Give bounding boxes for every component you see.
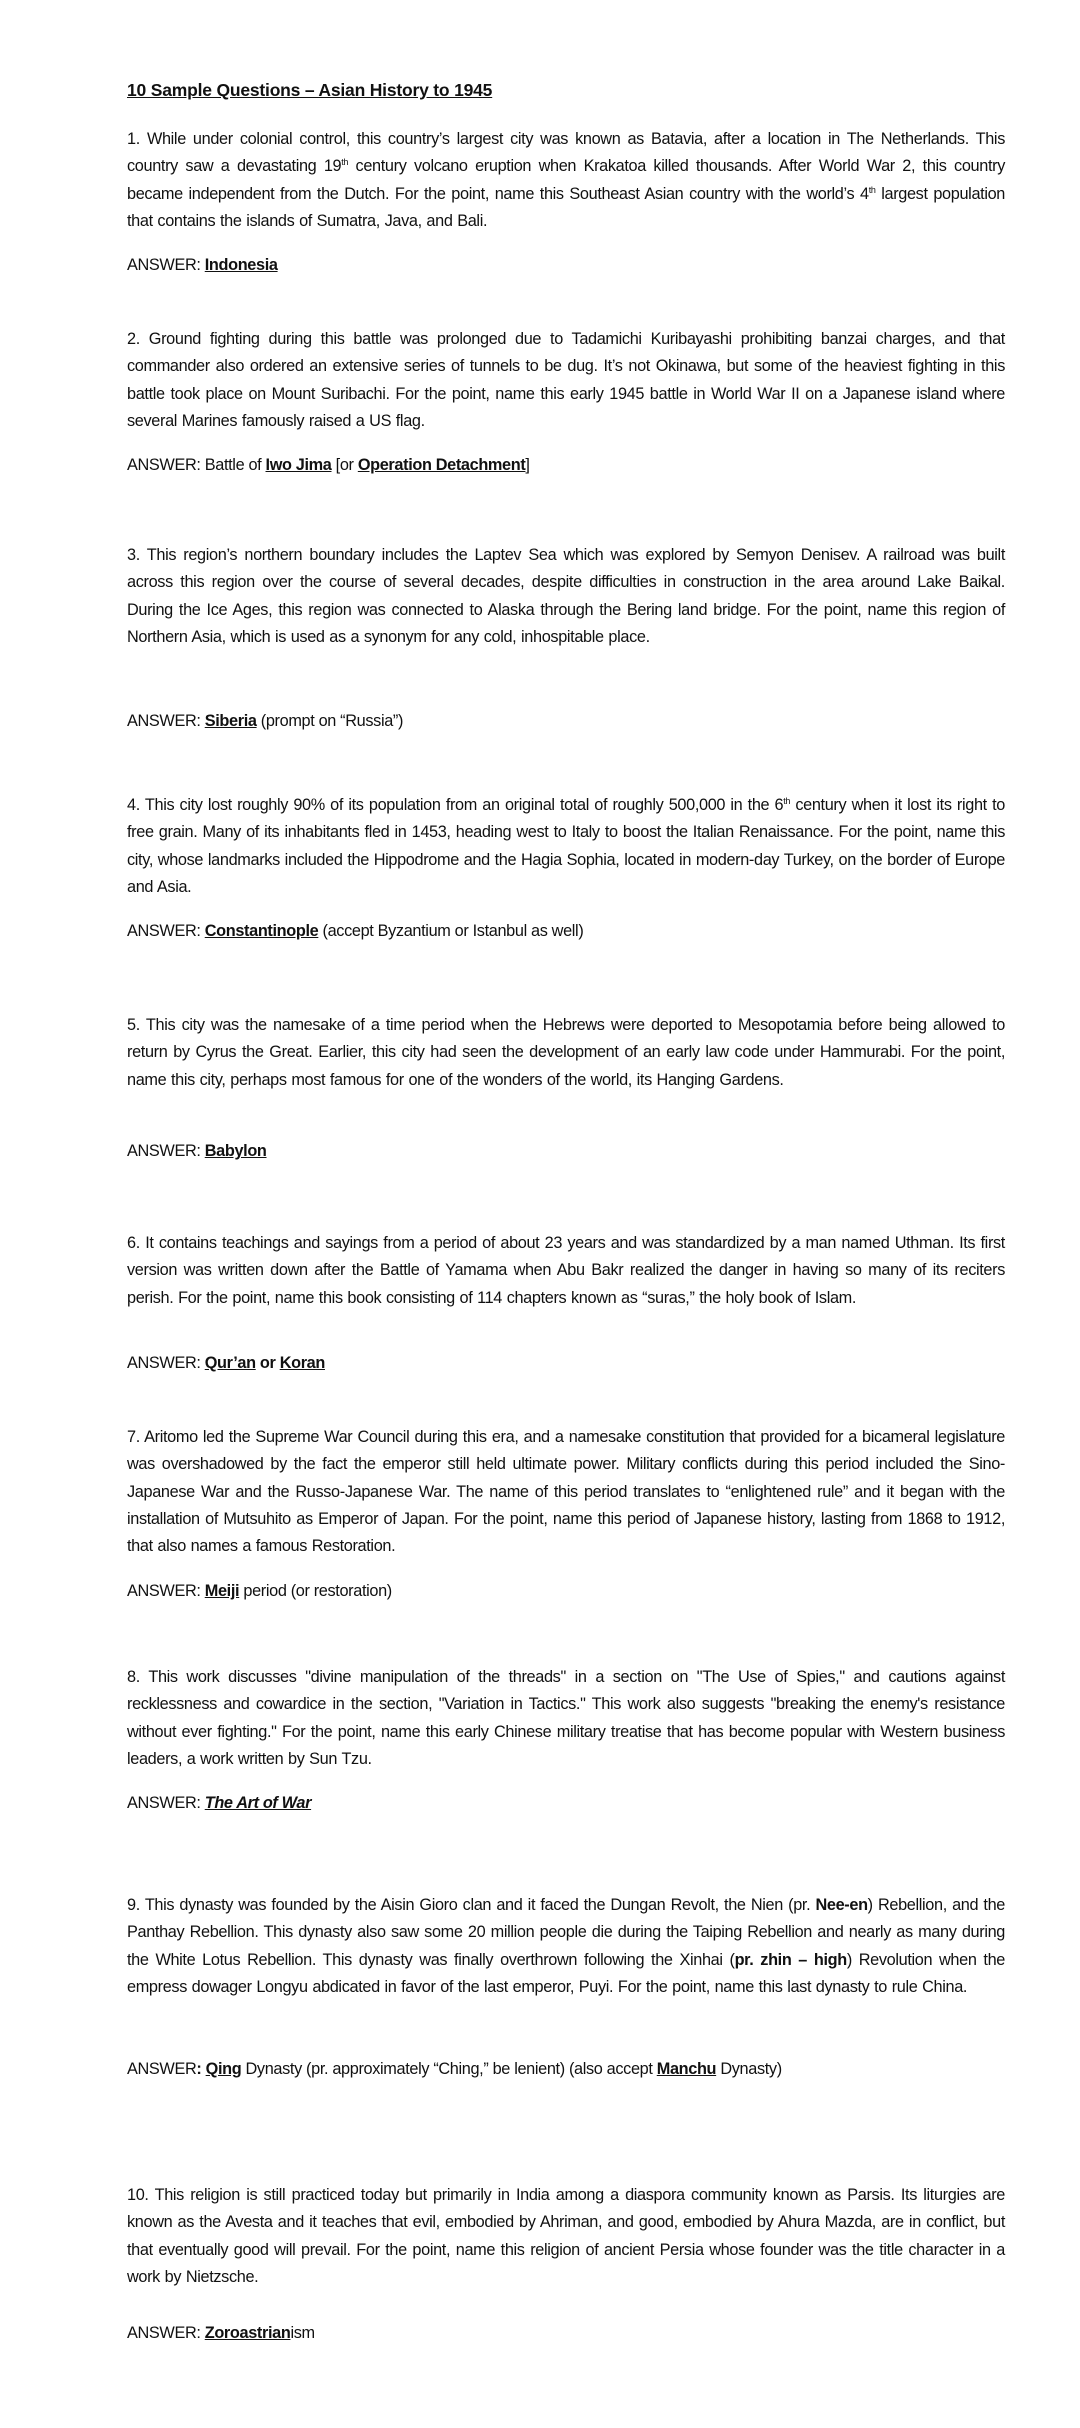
question-text: century volcano eruption when Krakatoa killed thousands. After World War 2, this country became independent from the Dutch. For the point, name this Southeast Asian country with the world’s 4 <box>127 157 1005 203</box>
answer-label: ANSWER: <box>127 1354 201 1372</box>
answer-main: Zoroastrian <box>204 2324 291 2342</box>
question-text: This region’s northern boundary includes the Laptev Sea which was explored by Semyon Denisev. A railroad was built across this region over the course of several decades, despite difficulties in construction in the area around Lake Baikal. During the Ice Ages, this region was connected to Alaska through the Bering land bridge. For the point, name this region of Northern Asia, which is used as a synonym for any cold, inhospitable place. <box>127 546 1005 646</box>
question-text: This dynasty was founded by the Aisin Gioro clan and it faced the Dungan Revolt, the Nien (pr. <box>144 1896 816 1914</box>
question-text: Aritomo led the Supreme War Council during this era, and a namesake constitution that provided for a bicameral legislature was overshadowed by the fact the emperor still held ultimate power. Military conflicts during this period included the Sino-Japanese War and the Russo-Japanese War. The name of this period translates to “enlightened rule” and it began with the installation of Mutsuhito as Emperor of Japan. For the point, name this period of Japanese history, lasting from 1868 to 1912, that also names a famous Restoration. <box>127 1428 1005 1556</box>
question-number: 1. <box>127 130 140 148</box>
answer-prefix: Battle of <box>204 456 262 474</box>
answer-main: The Art of War <box>204 1794 312 1812</box>
answer-main: Qing <box>205 2060 242 2078</box>
answer-main: Qur’an <box>204 1354 256 1372</box>
question-number: 6. <box>127 1234 140 1252</box>
answer-main: Babylon <box>204 1142 267 1160</box>
answer-main: Indonesia <box>204 256 278 274</box>
question-number: 3. <box>127 546 140 564</box>
answer-label: ANSWER: <box>127 712 201 730</box>
answer-9 <box>127 2060 782 2079</box>
answer-alt: Manchu <box>656 2060 717 2078</box>
pronunciation: Nee-en <box>815 1896 868 1914</box>
answer-label: ANSWER: <box>127 2324 201 2342</box>
answer-10 <box>127 2324 315 2343</box>
document-title: 10 Sample Questions – Asian History to 1945 <box>127 80 493 100</box>
question-number: 2. <box>127 330 140 348</box>
superscript: th <box>868 184 876 195</box>
superscript: th <box>783 796 791 806</box>
question-text: century when it lost its right to free grain. Many of its inhabitants fled in 1453, heading west to Italy to boost the Italian Renaissance. For the point, name this city, whose landmarks included the Hippodrome and the Hagia Sophia, located in modern-day Turkey, on the border of Europe and Asia. <box>127 796 1005 896</box>
question-7 <box>127 1424 1005 1560</box>
answer-4 <box>127 922 583 941</box>
answer-alt: Koran <box>279 1354 325 1372</box>
answer-alt-open: [or <box>335 456 354 474</box>
answer-joiner: or <box>259 1354 276 1372</box>
question-6 <box>127 1230 1005 1312</box>
answer-note: period (or restoration) <box>243 1582 392 1600</box>
question-number: 9. <box>127 1896 140 1914</box>
question-9 <box>127 1892 1005 2001</box>
question-8 <box>127 1664 1005 1773</box>
question-number: 4. <box>127 796 140 814</box>
question-number: 7. <box>127 1428 140 1446</box>
question-1 <box>127 126 1005 235</box>
question-text: While under colonial control, this country’s largest city was known as Batavia, after a location in The Netherlands. This country saw a devastating 19 <box>127 130 1005 176</box>
answer-label: ANSWER <box>127 2060 197 2078</box>
answer-label: ANSWER: <box>127 256 201 274</box>
question-text: Ground fighting during this battle was prolonged due to Tadamichi Kuribayashi prohibiting banzai charges, and that commander also ordered an extensive series of tunnels to be dug. It’s not Okinawa, but some of the heaviest fighting in this battle took place on Mount Suribachi. For the point, name this early 1945 battle in World War II on a Japanese island where several Marines famously raised a US flag. <box>127 330 1005 430</box>
answer-note: Dynasty) <box>720 2060 782 2078</box>
answer-label: ANSWER: <box>127 922 201 940</box>
answer-colon: : <box>196 2060 202 2078</box>
answer-8 <box>127 1794 311 1813</box>
question-text: This city was the namesake of a time period when the Hebrews were deported to Mesopotamia before being allowed to return by Cyrus the Great. Earlier, this city had seen the development of an early law code under Hammurabi. For the point, name this city, perhaps most famous for one of the wonders of the world, its Hanging Gardens. <box>127 1016 1005 1089</box>
question-3 <box>127 542 1005 651</box>
answer-main: Constantinople <box>204 922 319 940</box>
answer-main: Meiji <box>204 1582 240 1600</box>
question-text: ) Rebellion, and the Panthay Rebellion. This dynasty also saw some 20 million people die during the Taiping Rebellion and nearly as many during the White Lotus Rebellion. This dynasty was finally overthrown following the Xinhai ( <box>127 1896 1005 1969</box>
answer-main: Siberia <box>204 712 257 730</box>
answer-alt: Operation Detachment <box>357 456 526 474</box>
question-text: largest population that contains the islands of Sumatra, Java, and Bali. <box>127 184 1005 230</box>
question-text: ) Revolution when the empress dowager Longyu abdicated in favor of the last emperor, Puyi. For the point, name this last dynasty to rule China. <box>127 1950 1005 1996</box>
answer-7 <box>127 1582 392 1601</box>
question-text: It contains teachings and sayings from a period of about 23 years and was standardized by a man named Uthman. Its first version was written down after the Battle of Yamama when Abu Bakr realized the danger in having so many of its reciters perish. For the point, name this book consisting of 114 chapters known as “suras,” the holy book of Islam. <box>127 1234 1005 1307</box>
answer-5 <box>127 1142 267 1161</box>
question-number: 5. <box>127 1016 140 1034</box>
question-text: This religion is still practiced today but primarily in India among a diaspora community known as Parsis. Its liturgies are known as the Avesta and it teaches that evil, embodied by Ahriman, and good, embodied by Ahura Mazda, are in conflict, but that eventually good will prevail. For the point, name this religion of ancient Persia whose founder was the title character in a work by Nietzsche. <box>127 2186 1005 2286</box>
answer-alt-close: ] <box>525 456 530 474</box>
answer-main: Iwo Jima <box>265 456 332 474</box>
question-text: This city lost roughly 90% of its population from an original total of roughly 500,000 in the 6 <box>144 796 784 814</box>
answer-3 <box>127 712 403 731</box>
answer-note: (prompt on “Russia”) <box>260 712 404 730</box>
pronunciation: pr. zhin – high <box>734 1950 847 1969</box>
question-2 <box>127 326 1005 435</box>
answer-label: ANSWER: <box>127 1794 201 1812</box>
question-number: 10. <box>127 2186 149 2204</box>
answer-2 <box>127 456 530 475</box>
answer-suffix: ism <box>290 2324 315 2342</box>
answer-6 <box>127 1354 325 1373</box>
question-4 <box>127 792 1005 901</box>
question-10 <box>127 2182 1005 2291</box>
question-text: This work discusses "divine manipulation of the threads" in a section on "The Use of Spies," and cautions against recklessness and cowardice in the section, "Variation in Tactics." This work also suggests "breaking the enemy's resistance without ever fighting." For the point, name this early Chinese military treatise that has become popular with Western business leaders, a work written by Sun Tzu. <box>127 1668 1005 1768</box>
answer-label: ANSWER: <box>127 1142 201 1160</box>
answer-label: ANSWER: <box>127 456 201 474</box>
superscript: th <box>341 157 349 168</box>
answer-note: (accept Byzantium or Istanbul as well) <box>322 922 584 940</box>
question-5 <box>127 1012 1005 1094</box>
question-number: 8. <box>127 1668 140 1686</box>
answer-1 <box>127 256 278 275</box>
answer-label: ANSWER: <box>127 1582 201 1600</box>
answer-note: Dynasty (pr. approximately “Ching,” be lenient) (also accept <box>245 2060 653 2078</box>
